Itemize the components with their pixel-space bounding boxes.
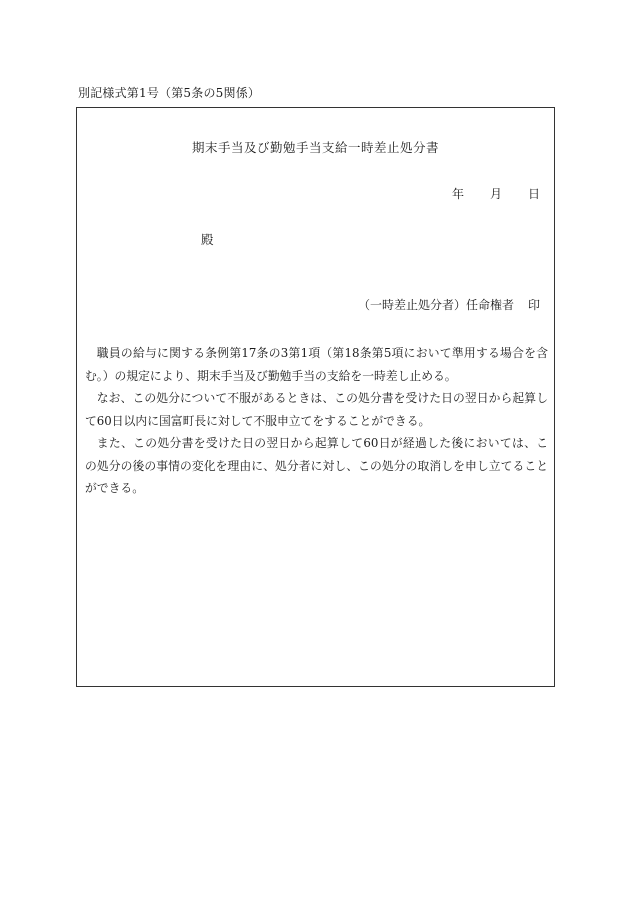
seal-mark: 印 bbox=[527, 298, 540, 312]
form-label: 別記様式第1号（第5条の5関係） bbox=[78, 86, 261, 100]
paragraph-objection: なお、この処分について不服があるときは、この処分書を受けた日の翌日から起算して60日以内に国富町長に対して不服申立てをすることができる。 bbox=[85, 391, 548, 428]
paragraph-disposition: 職員の給与に関する条例第17条の3第1項（第18条第5項において準用する場合を含む。）の規定により、期末手当及び勤勉手当の支給を一時差し止める。 bbox=[85, 346, 548, 383]
date-month-label: 月 bbox=[489, 187, 502, 201]
body-text bbox=[85, 342, 548, 500]
issuer-label: （一時差止処分者）任命権者 bbox=[357, 298, 514, 312]
date-year-label: 年 bbox=[451, 187, 464, 201]
date-line bbox=[452, 185, 540, 202]
document-title: 期末手当及び勤勉手当支給一時差止処分書 bbox=[191, 140, 439, 155]
document-frame bbox=[76, 107, 555, 687]
addressee: 殿 bbox=[201, 232, 214, 247]
date-day-label: 日 bbox=[527, 187, 540, 201]
paragraph-revocation: また、この処分書を受けた日の翌日から起算して60日が経過した後においては、この処分の後の事情の変化を理由に、処分者に対し、この処分の取消しを申し立てることができる。 bbox=[85, 436, 548, 495]
issuer-line bbox=[358, 296, 540, 313]
